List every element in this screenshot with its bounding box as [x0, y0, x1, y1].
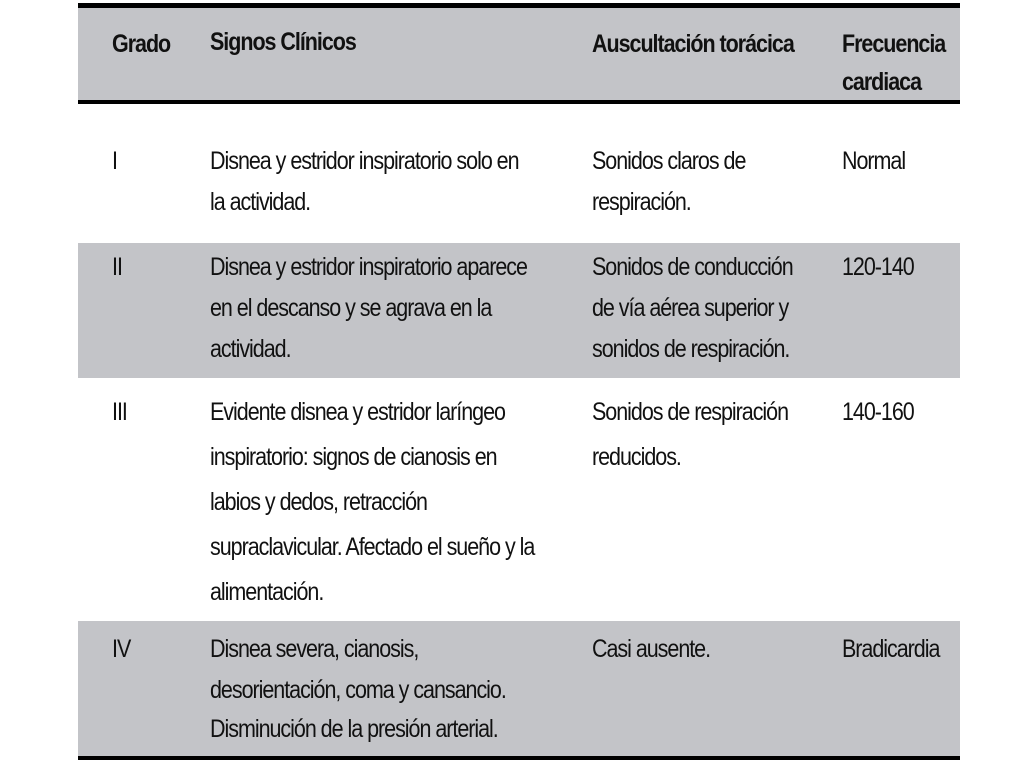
bottom-rule — [78, 756, 960, 760]
header-frecuencia-line2: cardiaca — [842, 68, 922, 96]
signos-line: Disnea severa, cianosis, — [210, 635, 419, 663]
frecuencia-cell: Bradicardia — [842, 635, 940, 663]
grado-cell: IV — [112, 635, 131, 663]
signos-line: Disnea y estridor inspiratorio aparece — [210, 253, 527, 281]
grade-table — [78, 3, 960, 760]
signos-line: labios y dedos, retracción — [210, 488, 427, 516]
frecuencia-cell: 120-140 — [842, 253, 914, 281]
auscultacion-line: Casi ausente. — [592, 635, 711, 663]
table-header — [78, 3, 960, 104]
auscultacion-line: Sonidos claros de — [592, 147, 746, 175]
grado-cell: I — [112, 147, 117, 175]
header-auscultacion: Auscultación torácica — [592, 30, 794, 58]
table-row — [78, 621, 960, 756]
header-frecuencia-line1: Frecuencia — [842, 30, 946, 58]
auscultacion-line: de vía aérea superior y — [592, 294, 789, 322]
signos-line: Disminución de la presión arterial. — [210, 715, 498, 743]
table-row — [78, 104, 960, 243]
auscultacion-line: Sonidos de conducción — [592, 253, 793, 281]
signos-line: alimentación. — [210, 578, 324, 606]
header-signos: Signos Clínicos — [210, 28, 356, 56]
frecuencia-cell: 140-160 — [842, 398, 914, 426]
signos-line: Disnea y estridor inspiratorio solo en — [210, 147, 519, 175]
signos-line: la actividad. — [210, 188, 311, 216]
auscultacion-line: respiración. — [592, 188, 691, 216]
grado-cell: III — [112, 398, 127, 426]
signos-line: en el descanso y se agrava en la — [210, 294, 492, 322]
table-row — [78, 378, 960, 621]
auscultacion-line: sonidos de respiración. — [592, 335, 790, 363]
auscultacion-line: Sonidos de respiración — [592, 398, 789, 426]
signos-line: supraclavicular. Afectado el sueño y la — [210, 533, 535, 561]
signos-line: actividad. — [210, 335, 291, 363]
signos-line: inspiratorio: signos de cianosis en — [210, 443, 497, 471]
grado-cell: II — [112, 253, 122, 281]
frecuencia-cell: Normal — [842, 147, 906, 175]
table-row — [78, 243, 960, 378]
header-grado: Grado — [112, 30, 171, 58]
auscultacion-line: reducidos. — [592, 443, 681, 471]
signos-line: Evidente disnea y estridor laríngeo — [210, 398, 505, 426]
signos-line: desorientación, coma y cansancio. — [210, 676, 506, 704]
